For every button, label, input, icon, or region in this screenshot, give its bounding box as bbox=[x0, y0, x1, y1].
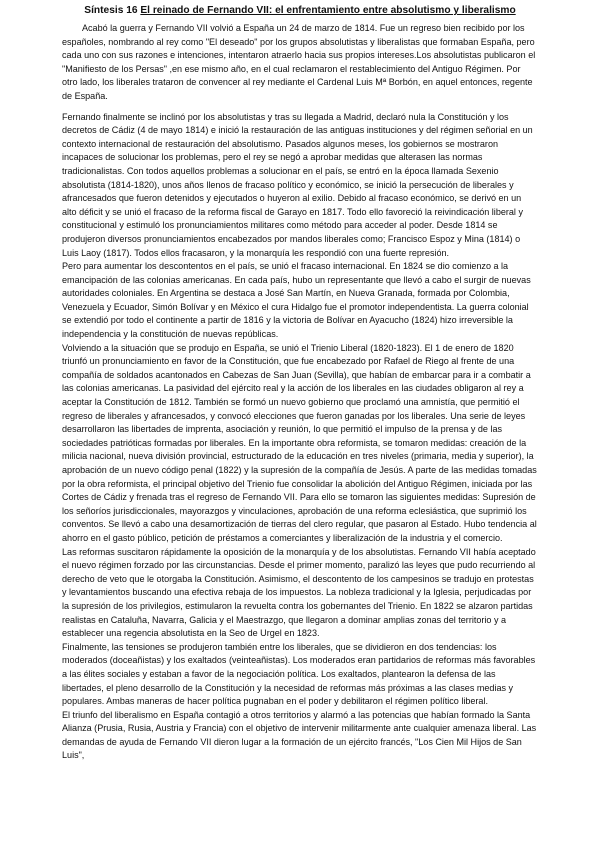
paragraph-sexenio-absolutista: Fernando finalmente se inclinó por los absolutistas y tras su llegada a Madrid, declaró nula la Constitución y los decretos de Cádiz (4 de mayo 1814) e inició la restauración de las antiguas instituciones y del régimen señorial en un contexto internacional de restauración del absolutismo. Pasados algunos meses, los gobiernos se mostraron incapaces de solucionar los problemas, pero el rey se negó a aprobar medidas que alterasen las normas tradicionalistas. Con todos aquellos problemas a solucionar en el país, se entró en la época llamada Sexenio absolutista (1814-1820), unos años llenos de fracaso político y económico, se inició la persecución de liberales y afrancesados que fueron detenidos y ejecutados o huyeron al exilio. Debido al fracaso económico, se derivó en un alto déficit y se unió el fracaso de la reforma fiscal de Garayo en 1817. Todo ello favoreció la reivindicación liberal y constitucional y estimuló los pronunciamientos militares como método para acceder al poder. Desde 1814 se produjeron diversos pronunciamientos encabezados por mandos liberales como; Francisco Espoz y Mina (1814) o Luis Laoy (1817). Todos ellos fracasaron, y la monarquía les respondió con una fuerte represión. bbox=[62, 111, 533, 258]
document-title bbox=[62, 4, 538, 18]
paragraph-liberal-division: Finalmente, las tensiones se produjeron también entre los liberales, que se dividieron en dos tendencias: los moderados (doceañistas) y los exaltados (veinteañistas). Los moderados eran partidarios de reformas más favorables a las élites sociales y estaban a favor de la negociación política. Los exaltados, plantearon la defensa de las libertades, el pleno desarrollo de la Constitución y la necesidad de reformas más próximas a las clases medias y populares. Ambas maneras de hacer política pugnaban en el poder y debilitaron el régimen político liberal. bbox=[62, 641, 536, 707]
paragraph-absolutist-opposition: Las reformas suscitaron rápidamente la oposición de la monarquía y de los absolutistas. Fernando VII había aceptado el nuevo régimen forzado por las circunstancias. Desde el primer momento, paralizó las leyes que pudo recurriendo al derecho de veto que le otorgaba la Constitución. Asimismo, el descontento de los campesinos se tradujo en protestas y levantamientos buscando una efectiva rebaja de los impuestos. La nobleza tradicional y la Iglesia, perjudicadas por la supresión de los privilegios, estimularon la revuelta contra los gobernantes del Trienio. En 1822 se alzaron partidas realistas en Cataluña, Navarra, Galicia y el Maestrazgo, que llegaron a dominar amplias zonas del territorio y a establecer una regencia absolutista en la Seo de Urgel en 1823. bbox=[62, 546, 536, 639]
paragraph-colonial-emancipation: Pero para aumentar los descontentos en el país, se unió el fracaso internacional. En 1824 se dio comienzo a la emancipación de las colonias americanas. En cada país, hubo un representante que llevó a cabo el surgir de nuevas autoridades coloniales. En Argentina se destaca a José San Martín, en Nueva Granada, formada por Colombia, Venezuela y Ecuador, Simón Bolívar y en México el cura Hidalgo fue el promotor independentista. La guerra colonial se extendió por todo el continente a partir de 1816 y la victoria de Bolívar en Ayacucho (1824) hizo irreversible la independencia y la constitución de nuevas repúblicas. bbox=[62, 261, 531, 340]
title-prefix: Síntesis 16 bbox=[84, 5, 138, 16]
title-main: El reinado de Fernando VII: el enfrentamiento entre absolutismo y liberalismo bbox=[140, 5, 516, 16]
paragraph-santa-alianza: El triunfo del liberalismo en España contagió a otros territorios y alarmó a las potencias que habían formado la Santa Alianza (Prusia, Rusia, Austria y Francia) con el objetivo de intervenir militarmente ante cualquier amenaza liberal. Las demandas de ayuda de Fernando VII dieron lugar a la formación de un ejército francés, "Los Cien Mil Hijos de San Luis", bbox=[62, 709, 537, 761]
paragraph-return-of-fernando: Acabó la guerra y Fernando VII volvió a España un 24 de marzo de 1814. Fue un regreso bien recibido por los españoles, nombrando al rey como "El deseado" por los grupos absolutistas y liberalistas que formaban España, pero cada uno con sus razones e intenciones, intentaron atraerlo hacia sus propios intereses.Los absolutistas publicaron el "Manifiesto de los Persas" ,en ese mismo año, en el cual reclamaron el restablecimiento del Antiguo Régimen. Por otro lado, los liberales trataron de convencer al rey mediante el Cardenal Luis Mª Borbón, en aquel entonces, regente de España. bbox=[62, 23, 536, 101]
paragraph-trienio-liberal: Volviendo a la situación que se produjo en España, se unió el Trienio Liberal (1820-1823). El 1 de enero de 1820 triunfó un pronunciamiento en favor de la Constitución, que fue encabezado por Rafael de Riego al frente de una compañía de soldados acantonados en Cabezas de San Juan (Sevilla), que habían de embarcar para ir a combatir a las colonias americanas. La pasividad del ejército real y la acción de los liberales en las ciudades obligaron al rey a aceptar la Constitución de 1812. También se formó un nuevo gobierno que proclamó una amnistía, que permitió el regreso de liberales y afrancesados, y convocó elecciones que fueron ganadas por los liberales. Una serie de leyes desarrollaron las libertades de imprenta, asociación y reunión, lo que permitió el impulso de la prensa y de las sociedades patrióticas formadas por liberales. En la importante obra reformista, se tomaron medidas: creación de la milicia nacional, nueva división provincial, estructurado de la educación en tres niveles (primaria, media y superior), la aprobación de un nuevo código penal (1822) y la supresión de la compañía de Jesús. A parte de las medidas tomadas por la obra reformista, el principal objetivo del Trienio fue consolidar la abolición del Antiguo Régimen, iniciada por las Cortes de Cádiz y frenada tras el regreso de Fernando VII. Para ello se tomaron las siguientes medidas: Supresión de los señoríos jurisdiccionales, mayorazgos y vinculaciones, aprobación de una reforma eclesiástica, que suprimió los conventos. Se llevó a cabo una desamortización de tierras del clero regular, que pasaron al Estado. Hubo tendencia al ahorro en el gasto público, petición de préstamos a comerciantes y liberalización de la industria y el comercio. bbox=[62, 342, 537, 543]
